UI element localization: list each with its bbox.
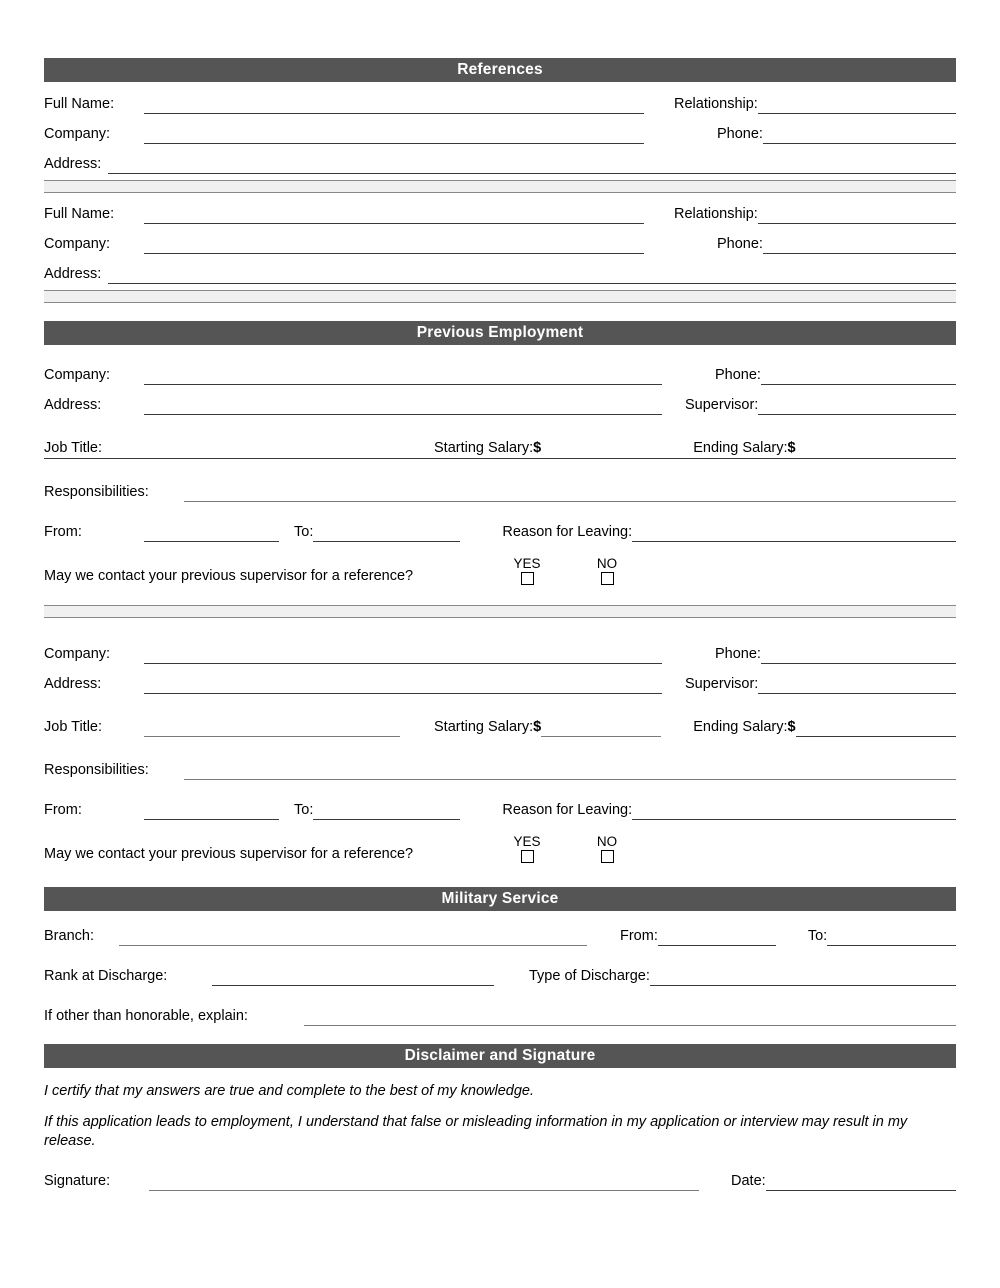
employment-address-label: Address: bbox=[44, 397, 102, 413]
employment-to-label: To: bbox=[294, 802, 314, 818]
employment-contact-supervisor-row bbox=[44, 834, 956, 863]
employment-supervisor-input[interactable] bbox=[758, 676, 956, 694]
section-header-disclaimer: Disclaimer and Signature bbox=[44, 1044, 956, 1068]
employment-jobtitle-label: Job Title: bbox=[44, 440, 103, 456]
military-rank-label: Rank at Discharge: bbox=[44, 968, 168, 984]
military-branch-row bbox=[44, 928, 956, 946]
employment-starting-salary-currency: $ bbox=[533, 440, 542, 456]
employment-contact-no-option[interactable] bbox=[584, 556, 630, 585]
employment-block-separator-1 bbox=[44, 605, 956, 618]
reference-company-row bbox=[44, 236, 956, 254]
reference-block-separator-2 bbox=[44, 290, 956, 303]
spacer bbox=[662, 398, 685, 415]
reference-phone-input[interactable] bbox=[763, 236, 956, 254]
signature-row bbox=[44, 1173, 956, 1191]
employment-phone-label: Phone: bbox=[715, 367, 761, 383]
employment-phone-input[interactable] bbox=[761, 646, 956, 664]
spacer bbox=[460, 525, 502, 542]
military-branch-label: Branch: bbox=[44, 928, 94, 944]
employment-responsibilities-label: Responsibilities: bbox=[44, 762, 149, 778]
employment-to-input[interactable] bbox=[313, 524, 460, 542]
reference-address-input[interactable] bbox=[108, 266, 956, 284]
employment-starting-salary-label: Starting Salary: bbox=[434, 440, 534, 456]
employment-dates-row bbox=[44, 524, 956, 542]
reference-address-label: Address: bbox=[44, 156, 102, 172]
employment-contact-yes-option[interactable] bbox=[504, 556, 550, 585]
military-rank-input[interactable] bbox=[212, 968, 494, 986]
employment-address-label: Address: bbox=[44, 676, 102, 692]
employment-to-input[interactable] bbox=[313, 802, 460, 820]
employment-from-label: From: bbox=[44, 802, 82, 818]
signature-input[interactable] bbox=[149, 1173, 699, 1191]
employment-contact-choice-group bbox=[504, 556, 630, 585]
employment-phone-label: Phone: bbox=[715, 646, 761, 662]
reference-fullname-input[interactable] bbox=[144, 96, 644, 114]
military-discharge-type-label: Type of Discharge: bbox=[529, 968, 650, 984]
employment-starting-salary-input[interactable] bbox=[541, 719, 661, 737]
employment-starting-salary-input[interactable] bbox=[541, 441, 693, 458]
employment-supervisor-label: Supervisor: bbox=[685, 676, 759, 692]
reference-phone-label: Phone: bbox=[717, 126, 763, 142]
reference-fullname-row bbox=[44, 206, 956, 224]
spacer bbox=[279, 803, 294, 820]
employment-address-row bbox=[44, 676, 956, 694]
employment-company-label: Company: bbox=[44, 367, 111, 383]
reference-block-2 bbox=[44, 206, 956, 284]
employment-responsibilities-row bbox=[44, 484, 956, 502]
employment-contact-yes-checkbox[interactable] bbox=[521, 850, 534, 863]
employment-block-2 bbox=[44, 646, 956, 863]
employment-contact-supervisor-row bbox=[44, 556, 956, 585]
reference-phone-input[interactable] bbox=[763, 126, 956, 144]
employment-reason-label: Reason for Leaving: bbox=[502, 524, 633, 540]
military-other-label: If other than honorable, explain: bbox=[44, 1008, 248, 1024]
military-from-label: From: bbox=[620, 928, 658, 944]
employment-ending-salary-label: Ending Salary: bbox=[693, 440, 788, 456]
military-branch-input[interactable] bbox=[119, 928, 587, 946]
section-header-references: References bbox=[44, 58, 956, 82]
reference-company-input[interactable] bbox=[144, 236, 644, 254]
employment-jobtitle-label: Job Title: bbox=[44, 719, 103, 735]
reference-block-1 bbox=[44, 96, 956, 174]
reference-fullname-input[interactable] bbox=[144, 206, 644, 224]
spacer bbox=[494, 969, 529, 986]
signature-label: Signature: bbox=[44, 1173, 111, 1189]
reference-company-label: Company: bbox=[44, 236, 111, 252]
reference-address-row bbox=[44, 156, 956, 174]
reference-address-input[interactable] bbox=[108, 156, 956, 174]
employment-from-input[interactable] bbox=[144, 524, 279, 542]
section-header-previous-employment: Previous Employment bbox=[44, 321, 956, 345]
employment-contact-question: May we contact your previous supervisor for a reference? bbox=[44, 846, 414, 862]
employment-responsibilities-input[interactable] bbox=[184, 484, 956, 502]
military-to-label: To: bbox=[807, 928, 828, 944]
spacer bbox=[662, 368, 715, 385]
spacer bbox=[699, 1174, 731, 1191]
reference-phone-label: Phone: bbox=[717, 236, 763, 252]
employment-company-label: Company: bbox=[44, 646, 111, 662]
spacer bbox=[279, 525, 294, 542]
spacer bbox=[662, 647, 715, 664]
employment-contact-no-label: NO bbox=[596, 834, 618, 849]
employment-ending-salary-input[interactable] bbox=[796, 441, 956, 458]
reference-fullname-label: Full Name: bbox=[44, 96, 115, 112]
employment-company-row bbox=[44, 367, 956, 385]
employment-responsibilities-row bbox=[44, 762, 956, 780]
reference-relationship-label: Relationship: bbox=[674, 96, 758, 112]
employment-supervisor-input[interactable] bbox=[758, 397, 956, 415]
employment-block-1 bbox=[44, 367, 956, 585]
employment-ending-salary-input[interactable] bbox=[796, 719, 956, 737]
date-label: Date: bbox=[731, 1173, 766, 1189]
spacer bbox=[400, 720, 434, 737]
reference-relationship-input[interactable] bbox=[758, 96, 956, 114]
employment-jobtitle-row bbox=[44, 719, 956, 737]
spacer bbox=[644, 97, 674, 114]
employment-supervisor-label: Supervisor: bbox=[685, 397, 759, 413]
reference-company-row bbox=[44, 126, 956, 144]
employment-ending-salary-label: Ending Salary: bbox=[693, 719, 788, 735]
military-other-input[interactable] bbox=[304, 1008, 956, 1026]
reference-address-label: Address: bbox=[44, 266, 102, 282]
employment-contact-no-option[interactable] bbox=[584, 834, 630, 863]
employment-phone-input[interactable] bbox=[761, 367, 956, 385]
military-discharge-type-input[interactable] bbox=[650, 968, 956, 986]
employment-from-label: From: bbox=[44, 524, 82, 540]
employment-address-input[interactable] bbox=[144, 676, 662, 694]
employment-responsibilities-label: Responsibilities: bbox=[44, 484, 149, 500]
employment-starting-salary-label: Starting Salary: bbox=[434, 719, 534, 735]
employment-jobtitle-row bbox=[44, 440, 956, 459]
reference-fullname-row bbox=[44, 96, 956, 114]
employment-company-input[interactable] bbox=[144, 367, 662, 385]
reference-block-separator-1 bbox=[44, 180, 956, 193]
employment-contact-yes-checkbox[interactable] bbox=[521, 572, 534, 585]
employment-company-row bbox=[44, 646, 956, 664]
employment-jobtitle-input[interactable] bbox=[144, 441, 434, 458]
employment-responsibilities-input[interactable] bbox=[184, 762, 956, 780]
reference-fullname-label: Full Name: bbox=[44, 206, 115, 222]
military-other-row bbox=[44, 1008, 956, 1026]
disclaimer-paragraph-1: I certify that my answers are true and complete to the best of my knowledge. bbox=[44, 1083, 535, 1099]
employment-reason-label: Reason for Leaving: bbox=[502, 802, 633, 818]
employment-to-label: To: bbox=[294, 524, 314, 540]
spacer bbox=[644, 127, 717, 144]
employment-from-input[interactable] bbox=[144, 802, 279, 820]
employment-contact-no-checkbox[interactable] bbox=[601, 850, 614, 863]
employment-ending-salary-currency: $ bbox=[787, 719, 796, 735]
military-from-input[interactable] bbox=[658, 928, 776, 946]
spacer bbox=[662, 677, 685, 694]
disclaimer-paragraph-2: If this application leads to employment, I understand that false or misleading information in my application or interview may result in my release. bbox=[44, 1114, 908, 1149]
spacer bbox=[644, 207, 674, 224]
spacer bbox=[644, 237, 717, 254]
spacer bbox=[776, 929, 808, 946]
section-header-military-service: Military Service bbox=[44, 887, 956, 911]
spacer bbox=[661, 720, 693, 737]
employment-contact-yes-option[interactable] bbox=[504, 834, 550, 863]
spacer bbox=[460, 803, 502, 820]
employment-contact-no-label: NO bbox=[596, 556, 618, 571]
military-rank-row bbox=[44, 968, 956, 986]
employment-dates-row bbox=[44, 802, 956, 820]
employment-address-row bbox=[44, 397, 956, 415]
date-input[interactable] bbox=[766, 1173, 956, 1191]
employment-address-input[interactable] bbox=[144, 397, 662, 415]
employment-contact-no-checkbox[interactable] bbox=[601, 572, 614, 585]
employment-starting-salary-currency: $ bbox=[533, 719, 542, 735]
reference-relationship-label: Relationship: bbox=[674, 206, 758, 222]
employment-contact-question: May we contact your previous supervisor for a reference? bbox=[44, 568, 414, 584]
employment-contact-yes-label: YES bbox=[513, 556, 541, 571]
employment-contact-yes-label: YES bbox=[513, 834, 541, 849]
employment-contact-choice-group bbox=[504, 834, 630, 863]
reference-relationship-input[interactable] bbox=[758, 206, 956, 224]
reference-company-label: Company: bbox=[44, 126, 111, 142]
reference-address-row bbox=[44, 266, 956, 284]
employment-reason-input[interactable] bbox=[632, 524, 956, 542]
military-to-input[interactable] bbox=[827, 928, 956, 946]
employment-jobtitle-input[interactable] bbox=[144, 719, 400, 737]
employment-application-form bbox=[0, 58, 1000, 1288]
reference-company-input[interactable] bbox=[144, 126, 644, 144]
spacer bbox=[587, 929, 620, 946]
employment-reason-input[interactable] bbox=[632, 802, 956, 820]
employment-company-input[interactable] bbox=[144, 646, 662, 664]
employment-ending-salary-currency: $ bbox=[787, 440, 796, 456]
